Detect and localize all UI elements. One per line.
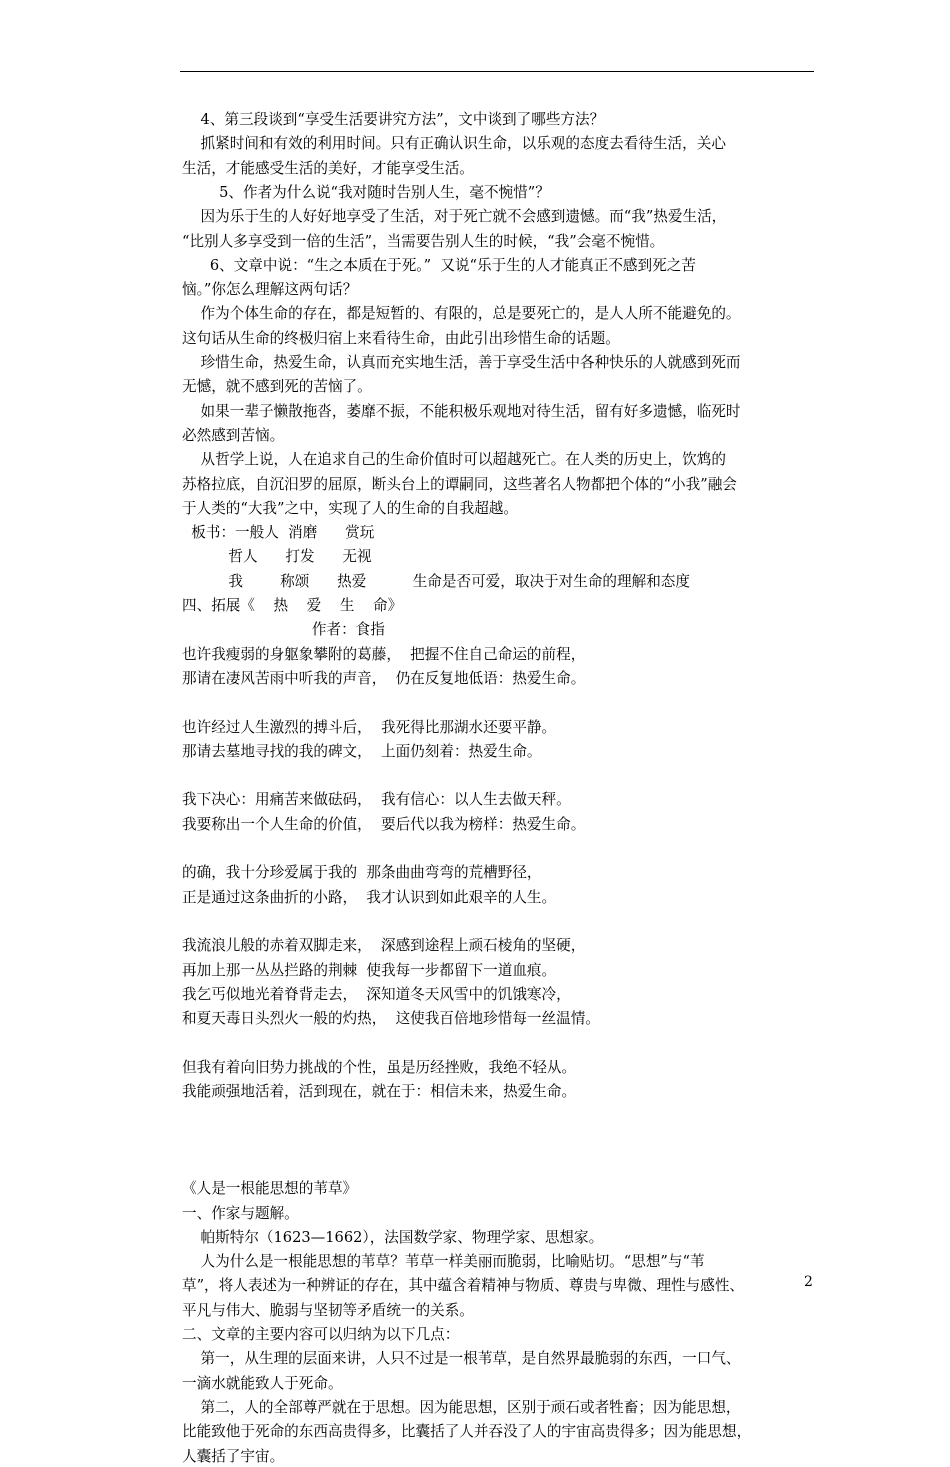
text-line: 无憾，就不感到死的苦恼了。 xyxy=(182,378,372,396)
text-line: 帕斯特尔（1623—1662），法国数学家、物理学家、思想家。 xyxy=(182,1228,604,1246)
text-line: 人为什么是一根能思想的苇草？苇草一样美丽而脆弱，比喻贴切。“思想”与“苇 xyxy=(182,1253,705,1271)
text-line: 一、作家与题解。 xyxy=(182,1204,299,1222)
text-line: 作为个体生命的存在，都是短暂的、有限的，总是要死亡的，是人人所不能避免的。 xyxy=(182,305,741,323)
text-line: 草”，将人表述为一种辨证的存在，其中蕴含着精神与物质、尊贵与卑微、理性与感性、 xyxy=(182,1277,745,1295)
text-line: 《人是一根能思想的苇草》 xyxy=(182,1180,358,1198)
text-line: “比别人多享受到一倍的生活”，当需要告别人生的时候，“我”会毫不惋惜。 xyxy=(182,232,665,250)
page-number: 2 xyxy=(804,1274,813,1290)
text-line: 我要称出一个人生命的价值， 要后代以我为榜样：热爱生命。 xyxy=(182,815,586,833)
text-line: 第一，从生理的层面来讲，人只不过是一根苇草，是自然界最脆弱的东西，一口气、 xyxy=(182,1350,741,1368)
text-line: 板书：一般人 消磨 赏玩 xyxy=(182,524,375,542)
text-line: 生活，才能感受生活的美好，才能享受生活。 xyxy=(182,159,474,177)
text-line: 于人类的“大我”之中，实现了人的生命的自我超越。 xyxy=(182,499,518,517)
text-line: 比能致他于死命的东西高贵得多，比囊括了人并吞没了人的宇宙高贵得多；因为能思想， xyxy=(182,1423,752,1441)
text-line: 6、文章中说：“生之本质在于死。” 又说“乐于生的人才能真正不感到死之苦 xyxy=(182,256,696,274)
text-line: 四、拓展《 热 爱 生 命》 xyxy=(182,597,403,614)
text-line: 正是通过这条曲折的小路， 我才认识到如此艰辛的人生。 xyxy=(182,888,557,906)
text-line: 我乞丐似地光着脊背走去， 深知道冬天风雪中的饥饿寒冷， xyxy=(182,985,571,1003)
header-rule xyxy=(180,71,814,72)
text-line: 我能顽强地活着，活到现在，就在于：相信未来，热爱生命。 xyxy=(182,1083,577,1100)
text-line: 4、第三段谈到“享受生活要讲究方法”，文中谈到了哪些方法？ xyxy=(182,111,605,128)
text-line: 如果一辈子懒散拖沓，萎靡不振，不能积极乐观地对待生活，留有好多遗憾，临死时 xyxy=(182,402,741,420)
text-line: 和夏天毒日头烈火一般的灼热， 这使我百倍地珍惜每一丝温情。 xyxy=(182,1010,600,1028)
text-line: 我 称颂 热爱 生命是否可爱，取决于对生命的理解和态度 xyxy=(182,572,690,590)
text-line: 抓紧时间和有效的利用时间。只有正确认识生命，以乐观的态度去看待生活，关心 xyxy=(182,135,726,153)
text-line: 的确，我十分珍爱属于我的 那条曲曲弯弯的荒槽野径， xyxy=(182,864,542,882)
text-line: 我流浪儿般的赤着双脚走来， 深感到途程上顽石棱角的坚硬， xyxy=(182,937,586,955)
text-line: 作者：食指 xyxy=(182,621,385,639)
text-line: 5、作者为什么说“我对随时告别人生，毫不惋惜”？ xyxy=(182,183,550,201)
text-line: 恼。”你怎么理解这两句话？ xyxy=(182,281,358,299)
text-line: 平凡与伟大、脆弱与坚韧等矛盾统一的关系。 xyxy=(182,1301,474,1319)
text-line: 也许我瘦弱的身躯象攀附的葛藤， 把握不住自己命运的前程， xyxy=(182,645,586,663)
text-line: 但我有着向旧势力挑战的个性，虽是历经挫败，我绝不轻从。 xyxy=(182,1058,577,1076)
text-line: 从哲学上说，人在追求自己的生命价值时可以超越死亡。在人类的历史上，饮鸩的 xyxy=(182,451,726,469)
text-line: 珍惜生命，热爱生命，认真而充实地生活，善于享受生活中各种快乐的人就感到死而 xyxy=(182,354,741,371)
text-line: 那请在凄风苦雨中听我的声音， 仍在反复地低语：热爱生命。 xyxy=(182,669,586,687)
text-line: 也许经过人生激烈的搏斗后， 我死得比那湖水还要平静。 xyxy=(182,718,557,736)
text-line: 人囊括了宇宙。 xyxy=(182,1447,285,1465)
text-line: 必然感到苦恼。 xyxy=(182,426,285,444)
text-line: 这句话从生命的终极归宿上来看待生命，由此引出珍惜生命的话题。 xyxy=(182,329,620,347)
text-line: 再加上那一丛丛拦路的荆棘 使我每一步都留下一道血痕。 xyxy=(182,961,557,979)
text-line: 那请去墓地寻找的我的碑文， 上面仍刻着：热爱生命。 xyxy=(182,742,542,760)
text-line: 因为乐于生的人好好地享受了生活，对于死亡就不会感到遗憾。而“我”热爱生活， xyxy=(182,208,727,226)
text-line: 苏格拉底，自沉汨罗的屈原，断头台上的谭嗣同，这些著名人物都把个体的“小我”融会 xyxy=(182,475,737,493)
text-line: 二、文章的主要内容可以归纳为以下几点： xyxy=(182,1326,460,1343)
text-line: 哲人 打发 无视 xyxy=(182,548,372,566)
text-line: 一滴水就能致人于死命。 xyxy=(182,1374,343,1392)
text-line: 第二，人的全部尊严就在于思想。因为能思想，区别于顽石或者牲畜；因为能思想， xyxy=(182,1398,741,1416)
text-line: 我下决心：用痛苦来做砝码， 我有信心：以人生去做天秤。 xyxy=(182,791,571,809)
